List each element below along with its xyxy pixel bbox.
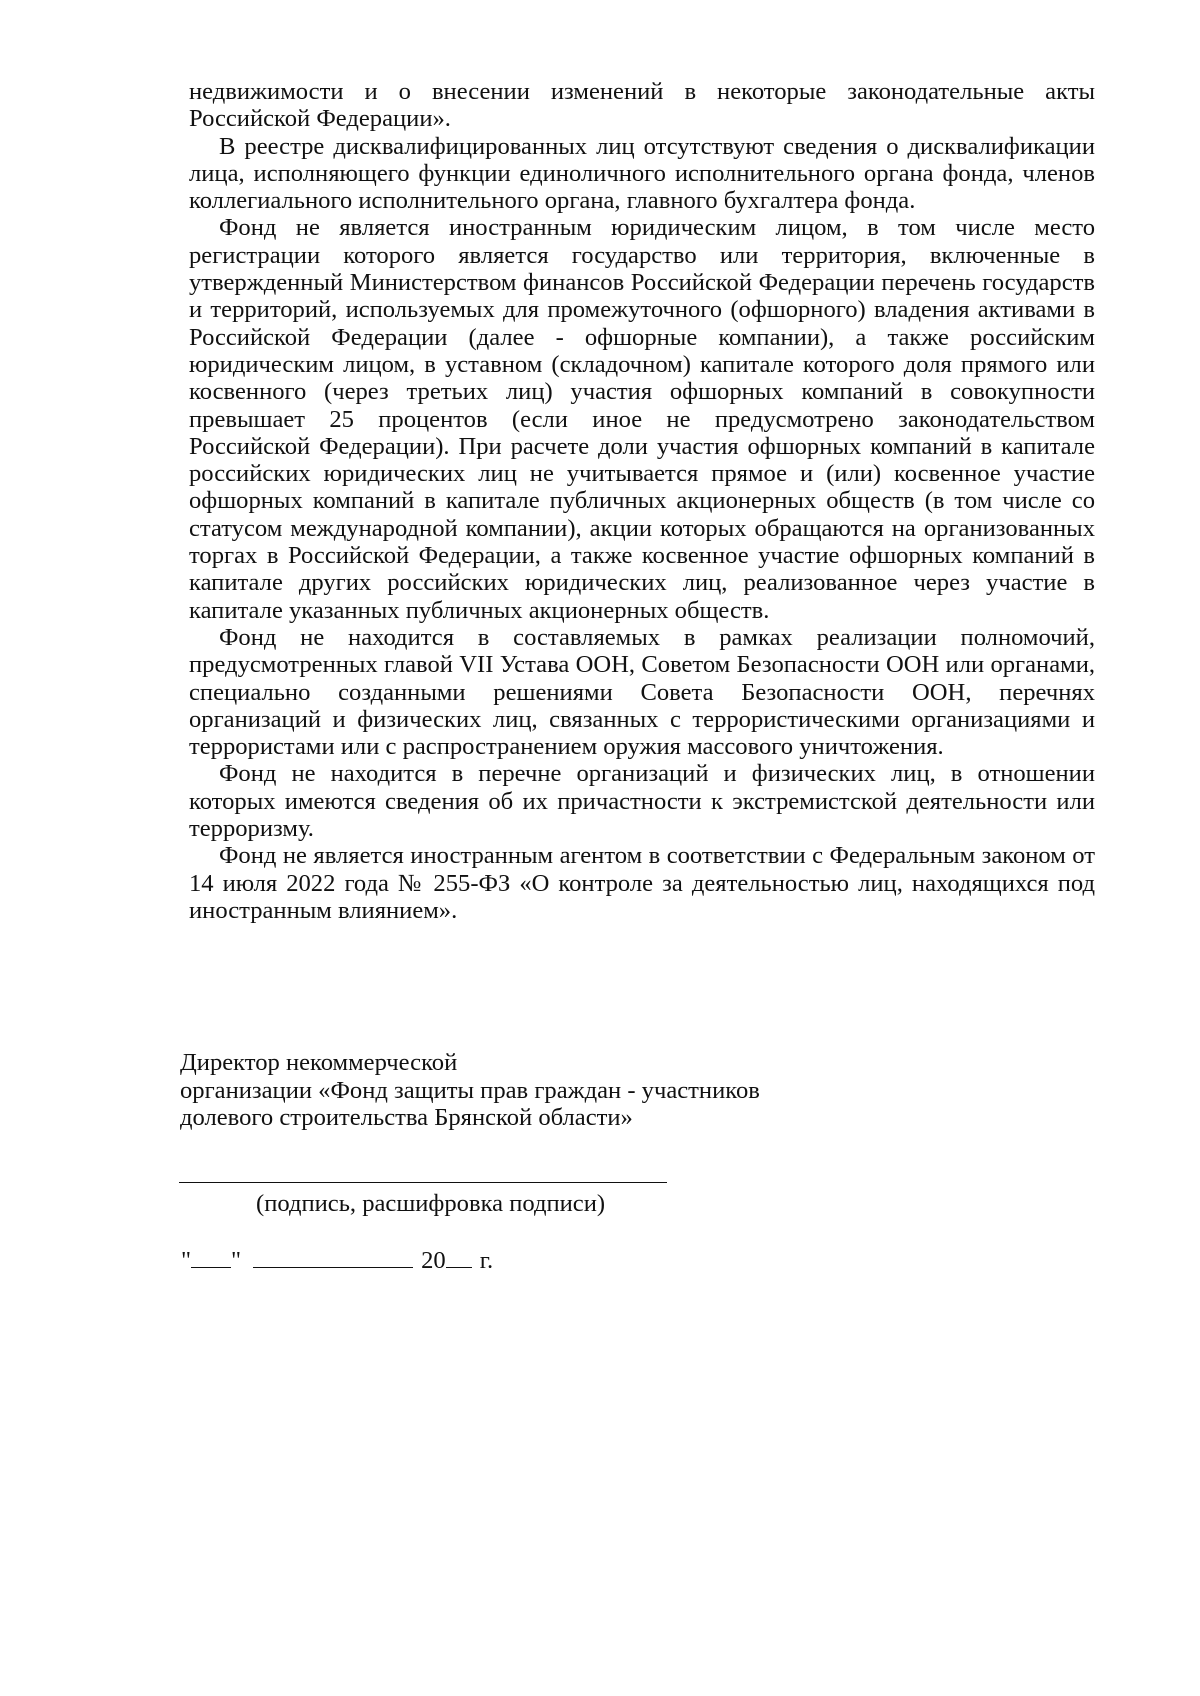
- paragraph-un-sanctions: Фонд не находится в составляемых в рамках реализации полномочий, предусмотренных главой VII Устава ООН, Советом Безопасности ООН или органами, специально созданными решениями Совета Безопасности ООН, перечнях организаций и физических лиц, связанных с террористическими организациями и террористами или с распространением оружия массового уничтожения.: [189, 623, 1095, 761]
- paragraph-foreign-agent: Фонд не является иностранным агентом в соответствии с Федеральным законом от 14 июля 2022 года № 255-ФЗ «О контроле за деятельностью лиц, находящихся под иностранным влиянием».: [189, 842, 1095, 924]
- year-prefix: 20: [421, 1247, 446, 1274]
- signatory-title-line: долевого строительства Брянской области»: [180, 1104, 633, 1131]
- paragraph-continuation: недвижимости и о внесении изменений в некоторые законодательные акты Российской Федерации».: [189, 78, 1095, 133]
- year-suffix: г.: [479, 1247, 494, 1274]
- year-blank: [446, 1247, 472, 1268]
- document-body: [189, 78, 1095, 924]
- date-close-quote: ": [231, 1247, 242, 1274]
- signature-caption: (подпись, расшифровка подписи): [256, 1190, 606, 1217]
- date-field: [181, 1247, 493, 1275]
- signatory-title-line: Директор некоммерческой: [180, 1049, 458, 1076]
- paragraph-offshore: Фонд не является иностранным юридическим лицом, в том числе место регистрации которого является государство или территория, включенные в утвержденный Министерством финансов Российской Федерации перечень государств и территорий, используемых для промежуточного (офшорного) владения активами в Российской Федерации (далее - офшорные компании), а также российским юридическим лицом, в уставном (складочном) капитале которого доля прямого или косвенного (через третьих лиц) участия офшорных компаний в совокупности превышает 25 процентов (если иное не предусмотрено законодательством Российской Федерации). При расчете доли участия офшорных компаний в капитале российских юридических лиц не учитывается прямое и (или) косвенное участие офшорных компаний в капитале публичных акционерных обществ (в том числе со статусом международной компании), акции которых обращаются на организованных торгах в Российской Федерации, а также косвенное участие офшорных компаний в капитале других российских юридических лиц, реализованное через участие в капитале указанных публичных акционерных обществ.: [189, 214, 1095, 624]
- day-blank: [191, 1247, 231, 1268]
- signature-line: [179, 1182, 667, 1183]
- signatory-title-line: организации «Фонд защиты прав граждан - участников: [180, 1076, 760, 1104]
- signatory-title: [180, 1049, 880, 1132]
- month-blank: [253, 1247, 413, 1268]
- date-open-quote: ": [181, 1247, 192, 1274]
- paragraph-extremism: Фонд не находится в перечне организаций и физических лиц, в отношении которых имеются сведения об их причастности к экстремистской деятельности или терроризму.: [189, 760, 1095, 843]
- paragraph-disqualification: В реестре дисквалифицированных лиц отсутствуют сведения о дисквалификации лица, исполняющего функции единоличного исполнительного органа фонда, членов коллегиального исполнительного органа, главного бухгалтера фонда.: [189, 132, 1095, 215]
